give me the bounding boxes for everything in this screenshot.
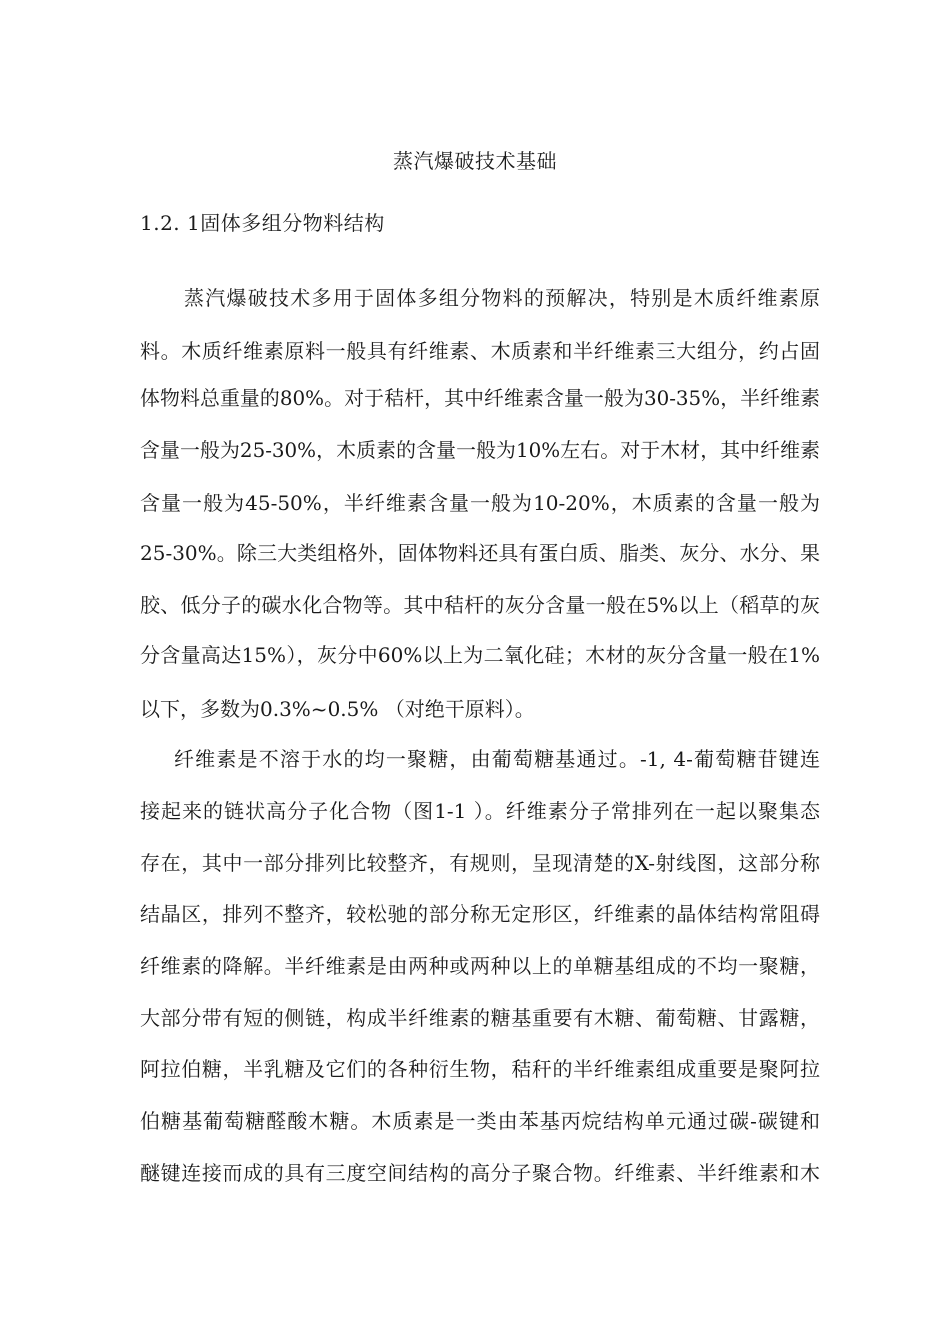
paragraph-line: 以下，多数为0.3%~0.5% （对绝干原料）。 [140, 697, 535, 721]
paragraph-line: 蒸汽爆破技术多用于固体多组分物料的预解决，特别是木质纤维素原 [184, 286, 820, 310]
paragraph-line: 阿拉伯糖，半乳糖及它们的各种衍生物，秸秆的半纤维素组成重要是聚阿拉 [140, 1057, 820, 1081]
document-title: 蒸汽爆破技术基础 [393, 149, 557, 173]
paragraph-line: 醚键连接而成的具有三度空间结构的高分子聚合物。纤维素、半纤维素和木 [140, 1161, 820, 1185]
paragraph-line: 料。木质纤维素原料一般具有纤维素、木质素和半纤维素三大组分，约占固 [140, 339, 820, 363]
paragraph-line: 含量一般为25-30%，木质素的含量一般为10%左右。对于木材，其中纤维素 [140, 439, 820, 462]
paragraph-line: 大部分带有短的侧链，构成半纤维素的糖基重要有木糖、葡萄糖、甘露糖， [140, 1006, 820, 1030]
paragraph-line: 分含量高达15%），灰分中60%以上为二氧化硅；木材的灰分含量一般在1% [140, 643, 820, 667]
paragraph-line: 25-30%。除三大类组格外，固体物料还具有蛋白质、脂类、灰分、水分、果 [140, 541, 820, 565]
paragraph-line: 体物料总重量的80%。对于秸杆，其中纤维素含量一般为30-35%，半纤维素 [140, 387, 820, 410]
section-heading: 1.2. 1固体多组分物料结构 [140, 211, 385, 235]
paragraph-line: 含量一般为45-50%，半纤维素含量一般为10-20%，木质素的含量一般为 [140, 491, 820, 515]
paragraph-line: 胶、低分子的碳水化合物等。其中秸杆的灰分含量一般在5%以上（稻草的灰 [140, 593, 820, 617]
paragraph-line: 接起来的链状高分子化合物（图1-1 ）。纤维素分子常排列在一起以聚集态 [140, 799, 820, 823]
paragraph-line: 纤维素的降解。半纤维素是由两种或两种以上的单糖基组成的不均一聚糖， [140, 954, 820, 978]
paragraph-line: 伯糖基葡萄糖醛酸木糖。木质素是一类由苯基丙烷结构单元通过碳-碳键和 [140, 1109, 820, 1133]
paragraph-line: 结晶区，排列不整齐，较松驰的部分称无定形区，纤维素的晶体结构常阻碍 [140, 902, 820, 926]
paragraph-line: 存在，其中一部分排列比较整齐，有规则，呈现清楚的X-射线图，这部分称 [140, 851, 820, 875]
paragraph-line: 纤维素是不溶于水的均一聚糖，由葡萄糖基通过。-1, 4-葡萄糖苷键连 [174, 747, 820, 771]
